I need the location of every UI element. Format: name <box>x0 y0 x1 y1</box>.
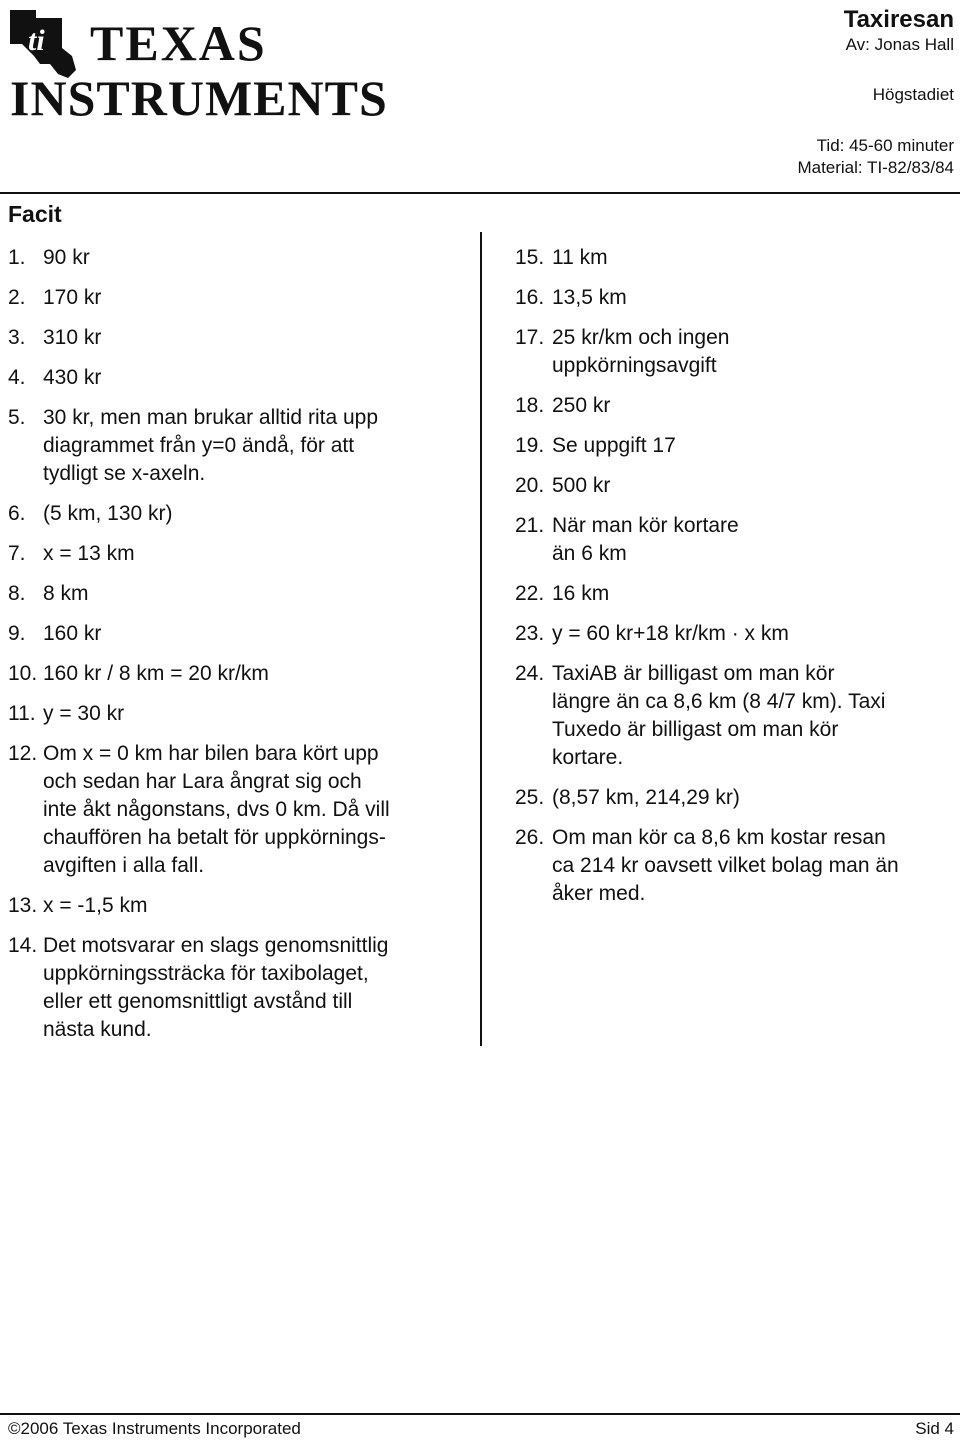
answer-number: 3. <box>8 326 26 349</box>
answer-item <box>8 932 468 1044</box>
answer-text: 160 kr / 8 km = 20 kr/km <box>43 662 269 685</box>
answer-text: x = -1,5 km <box>43 894 148 917</box>
answer-number: 13. <box>8 894 38 917</box>
material: Material: TI-82/83/84 <box>797 158 954 177</box>
answer-number: 15. <box>515 246 545 269</box>
answer-number: 7. <box>8 542 26 565</box>
answer-item <box>8 500 468 528</box>
answer-item <box>8 284 468 312</box>
answer-text: y = 30 kr <box>43 702 125 725</box>
answer-number: 6. <box>8 502 26 525</box>
answer-text: 13,5 km <box>552 286 627 309</box>
answer-number: 22. <box>515 582 545 605</box>
answer-text: 30 kr, men man brukar alltid rita upp diagrammet från y=0 ändå, för att tydligt se x-axeln. <box>43 406 378 485</box>
answer-item <box>8 740 468 880</box>
document-title: Taxiresan <box>843 6 954 33</box>
column-divider <box>480 232 482 1046</box>
answer-number: 1. <box>8 246 26 269</box>
answer-item <box>8 324 468 352</box>
section-title: Facit <box>8 201 62 227</box>
answer-item <box>8 404 468 488</box>
answer-item <box>515 284 960 312</box>
logo-text-line2: INSTRUMENTS <box>10 70 388 126</box>
svg-text:ti: ti <box>28 24 45 57</box>
answer-number: 24. <box>515 662 545 685</box>
answer-number: 14. <box>8 934 38 957</box>
answer-item <box>515 432 960 460</box>
answer-text: 25 kr/km och ingen uppkörningsavgift <box>552 326 730 377</box>
answer-number: 19. <box>515 434 545 457</box>
answer-number: 20. <box>515 474 545 497</box>
answer-item <box>8 244 468 272</box>
answer-item <box>8 892 468 920</box>
answer-text: y = 60 kr+18 kr/km · x km <box>552 622 789 645</box>
answer-item <box>8 620 468 648</box>
footer-divider <box>0 1413 960 1415</box>
answer-item <box>515 244 960 272</box>
answer-number: 17. <box>515 326 545 349</box>
answer-text: Se uppgift 17 <box>552 434 676 457</box>
answer-text: 310 kr <box>43 326 102 349</box>
answer-number: 12. <box>8 742 38 765</box>
answers-left-column <box>8 244 468 1056</box>
answer-text: 11 km <box>552 246 608 269</box>
answer-number: 18. <box>515 394 545 417</box>
answer-item <box>8 540 468 568</box>
answer-text: 16 km <box>552 582 610 605</box>
answer-number: 9. <box>8 622 26 645</box>
answer-number: 10. <box>8 662 38 685</box>
answer-number: 8. <box>8 582 26 605</box>
answer-text: När man kör kortare än 6 km <box>552 514 739 565</box>
answer-item <box>515 512 960 568</box>
author: Av: Jonas Hall <box>845 35 954 54</box>
answer-number: 2. <box>8 286 26 309</box>
answer-text: x = 13 km <box>43 542 135 565</box>
answer-item <box>515 392 960 420</box>
time-estimate: Tid: 45-60 minuter <box>816 136 954 155</box>
answer-text: 90 kr <box>43 246 90 269</box>
header-divider <box>0 192 960 194</box>
answer-number: 5. <box>8 406 26 429</box>
answer-item <box>515 824 960 908</box>
logo-text-line1: TEXAS <box>90 15 267 71</box>
answer-text: (8,57 km, 214,29 kr) <box>552 786 740 809</box>
answer-item <box>8 580 468 608</box>
answer-number: 11. <box>8 702 36 725</box>
answer-item <box>8 700 468 728</box>
answer-item <box>515 580 960 608</box>
answer-number: 25. <box>515 786 545 809</box>
answer-number: 4. <box>8 366 26 389</box>
answer-number: 26. <box>515 826 545 849</box>
answer-item <box>515 472 960 500</box>
answers-right-column <box>515 244 960 920</box>
document-header <box>797 6 954 179</box>
answer-number: 23. <box>515 622 545 645</box>
answer-text: 8 km <box>43 582 89 605</box>
answer-item <box>515 784 960 812</box>
answer-text: 500 kr <box>552 474 611 497</box>
answer-number: 21. <box>515 514 545 537</box>
answer-text: 250 kr <box>552 394 611 417</box>
page-number: Sid 4 <box>915 1419 954 1438</box>
answer-text: 160 kr <box>43 622 102 645</box>
texas-instruments-logo <box>6 4 388 126</box>
answer-item <box>8 660 468 688</box>
answer-item <box>8 364 468 392</box>
answer-text: Om man kör ca 8,6 km kostar resan ca 214 kr oavsett vilket bolag man än åker med. <box>552 826 899 905</box>
answer-item <box>515 660 960 772</box>
copyright: ©2006 Texas Instruments Incorporated <box>8 1419 301 1438</box>
answer-text: (5 km, 130 kr) <box>43 502 173 525</box>
answer-text: Om x = 0 km har bilen bara kört upp och sedan har Lara ångrat sig och inte åkt någonstans, dvs 0 km. Då vill chauffören ha betalt för uppkörnings- avgiften i alla fall. <box>43 742 390 877</box>
school-level: Högstadiet <box>872 85 954 104</box>
answer-item <box>515 324 960 380</box>
answer-text: 430 kr <box>43 366 102 389</box>
answer-text: Det motsvarar en slags genomsnittlig uppkörningssträcka för taxibolaget, eller ett genomsnittligt avstånd till nästa kund. <box>43 934 389 1041</box>
answer-number: 16. <box>515 286 545 309</box>
answer-item <box>515 620 960 648</box>
answer-text: TaxiAB är billigast om man kör längre än ca 8,6 km (8 4/7 km). Taxi Tuxedo är billigast om man kör kortare. <box>552 662 886 769</box>
answer-text: 170 kr <box>43 286 102 309</box>
